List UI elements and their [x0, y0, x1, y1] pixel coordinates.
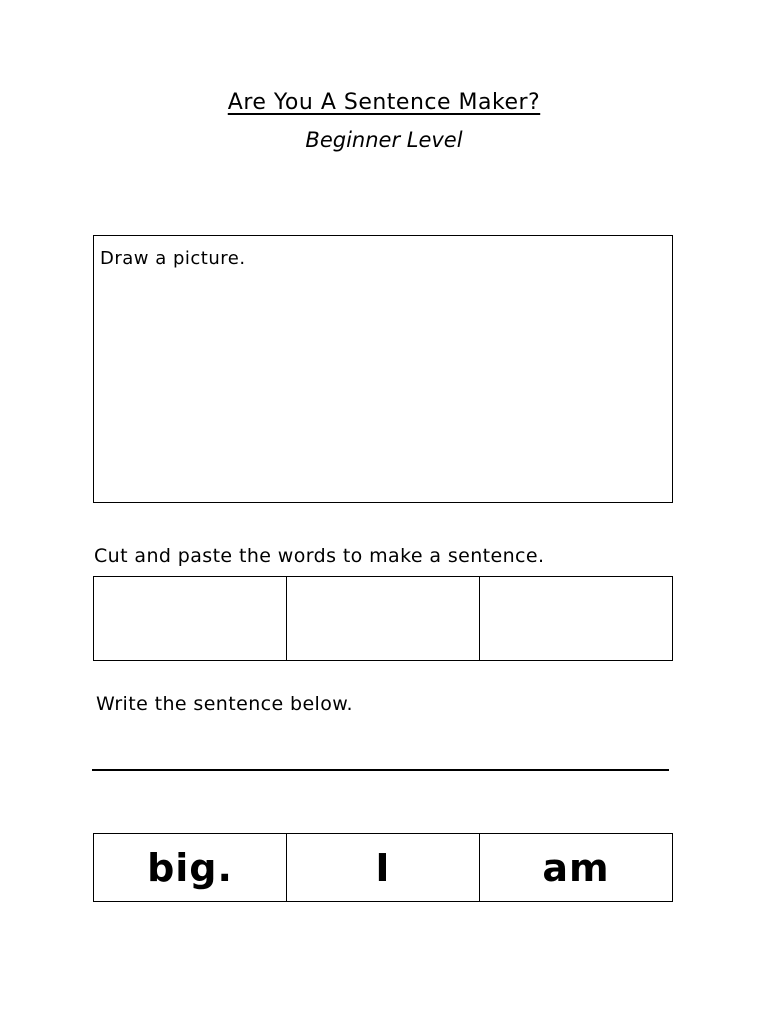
paste-box-1[interactable] [94, 577, 287, 660]
draw-picture-box[interactable] [93, 235, 673, 503]
writing-line[interactable] [92, 769, 669, 771]
word-card-1[interactable] [94, 834, 287, 901]
paste-boxes [93, 576, 673, 661]
word-card-2-text: I [375, 845, 391, 890]
word-cards [93, 833, 673, 902]
paste-box-2[interactable] [287, 577, 480, 660]
worksheet-subtitle: Beginner Level [305, 128, 463, 152]
word-card-3[interactable] [480, 834, 672, 901]
cut-paste-instruction: Cut and paste the words to make a sentence. [94, 545, 545, 567]
write-sentence-instruction: Write the sentence below. [96, 693, 353, 715]
worksheet-title: Are You A Sentence Maker? [227, 90, 541, 115]
word-card-3-text: am [542, 845, 610, 890]
draw-picture-label: Draw a picture. [100, 248, 246, 269]
word-card-1-text: big. [147, 845, 233, 890]
paste-box-3[interactable] [480, 577, 672, 660]
word-card-2[interactable] [287, 834, 480, 901]
